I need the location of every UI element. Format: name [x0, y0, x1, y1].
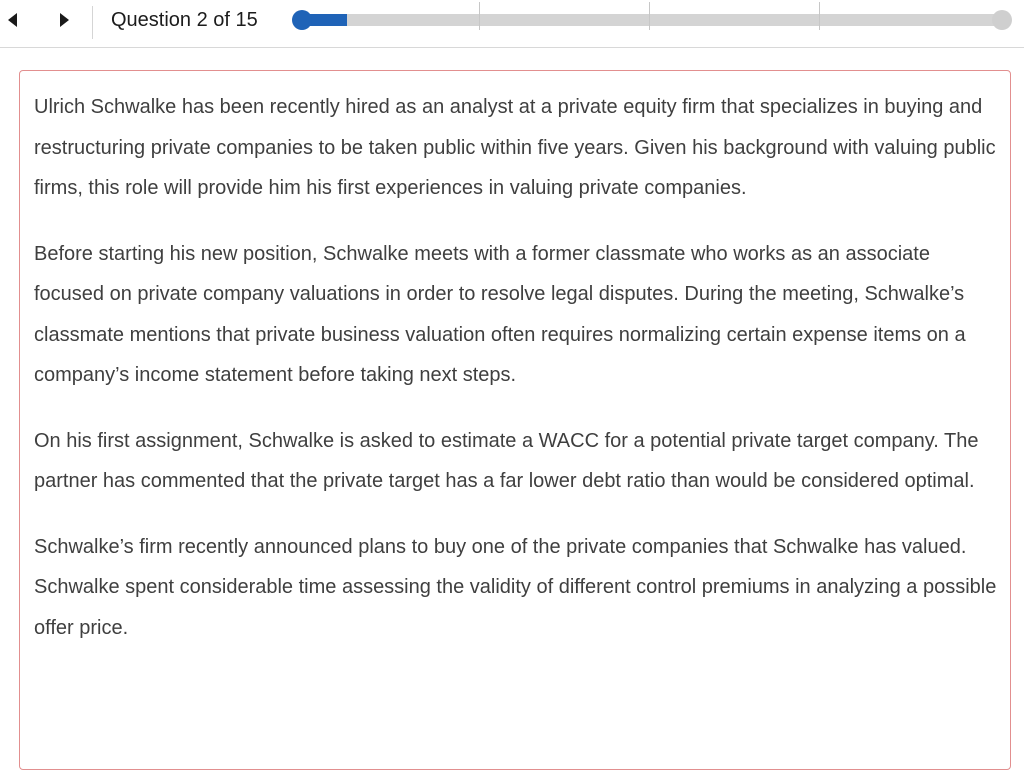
- stem-paragraph: Schwalke’s firm recently announced plans to buy one of the private companies that Schwalke has valued. Schwalke spent considerable time assessing the validity of different control premiums in analyzing a possible offer price.: [34, 535, 997, 639]
- triangle-left-icon: [8, 13, 17, 27]
- progress-tick: [479, 2, 480, 30]
- question-counter: Question 2 of 15: [111, 9, 258, 31]
- previous-question-button[interactable]: [0, 8, 24, 32]
- progress-track: [302, 14, 1002, 26]
- top-toolbar: [0, 0, 1024, 48]
- stem-paragraph: On his first assignment, Schwalke is asked to estimate a WACC for a potential private target company. The partner has commented that the private target has a far lower debt ratio than would be considered optimal.: [34, 429, 979, 492]
- progress-handle[interactable]: [292, 10, 312, 30]
- stem-paragraph: Ulrich Schwalke has been recently hired as an analyst at a private equity firm that specializes in buying and restructuring private companies to be taken public within five years. Given his background with valuing public firms, this role will provide him his first experiences in valuing private companies.: [34, 96, 996, 199]
- stem-paragraph: Before starting his new position, Schwalke meets with a former classmate who works as an associate focused on private company valuations in order to resolve legal disputes. During the meeting, Schwalke’s classmate mentions that private business valuation often requires normalizing certain expense items on a company’s income statement before taking next steps.: [34, 242, 966, 386]
- next-question-button[interactable]: [52, 8, 76, 32]
- toolbar-divider: [92, 6, 93, 39]
- question-stem: [34, 87, 999, 673]
- triangle-right-icon: [60, 13, 69, 27]
- question-stem-panel: [19, 70, 1011, 770]
- progress-end-handle: [992, 10, 1012, 30]
- question-progress-slider[interactable]: [292, 10, 1012, 30]
- progress-tick: [819, 2, 820, 30]
- progress-tick: [649, 2, 650, 30]
